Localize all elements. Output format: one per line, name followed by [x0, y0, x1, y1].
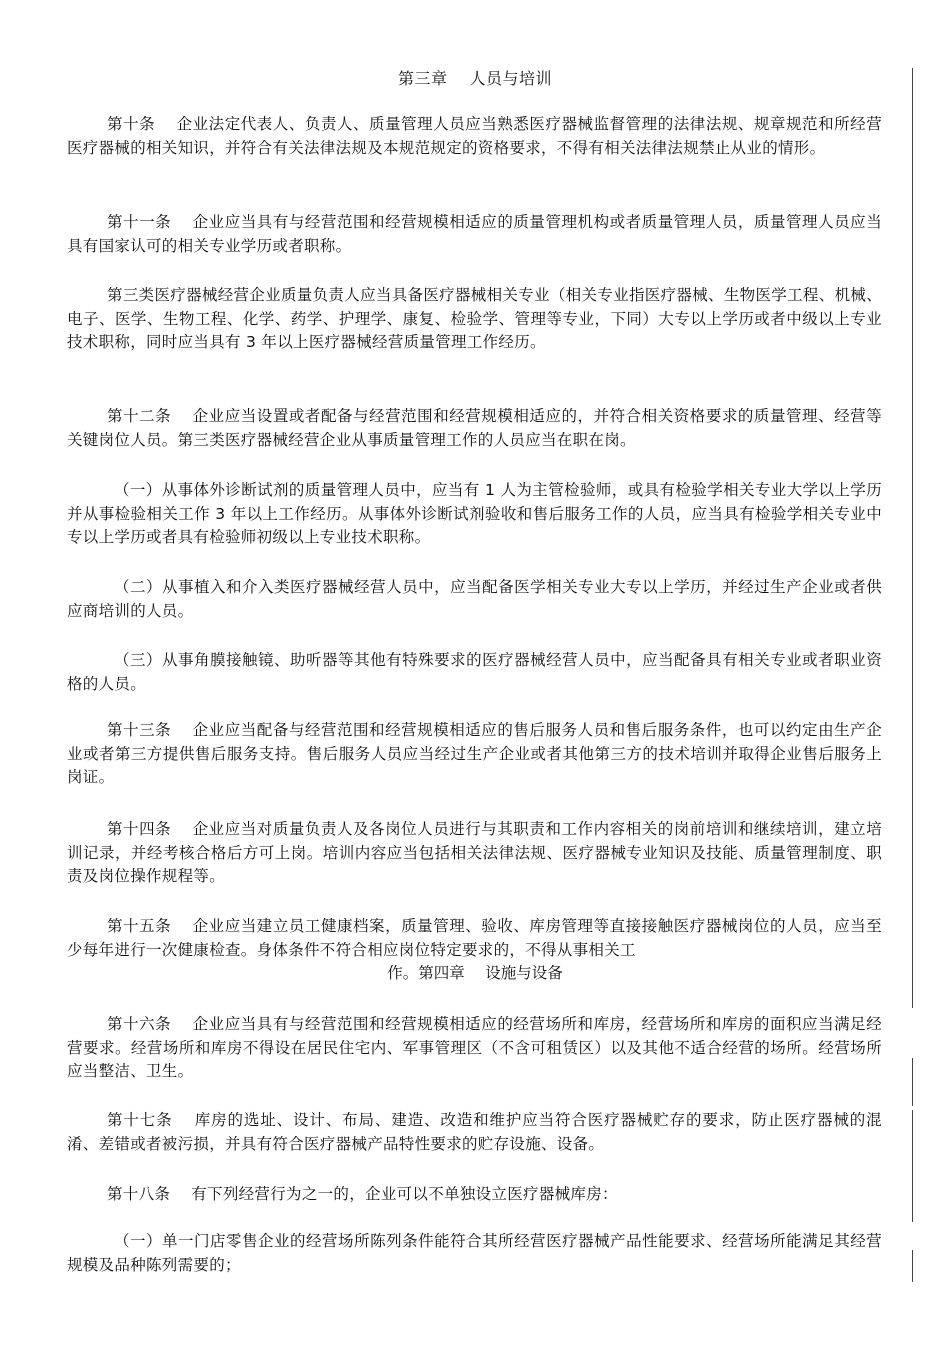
article-11-paragraph-2: 第三类医疗器械经营企业质量负责人应当具备医疗器械相关专业（相关专业指医疗器械、生物医学工程、机械、电子、医学、生物工程、化学、药学、护理学、康复、检验学、管理等专业，下同）大专以上学历或者中级以上专业技术职称，同时应当具有 3 年以上医疗器械经营质量管理工作经历。 [67, 286, 882, 351]
chapter-4-title: 作。第四章 设施与设备 [387, 964, 563, 982]
article-18: 第十八条 有下列经营行为之一的，企业可以不单独设立医疗器械库房： [107, 1185, 618, 1203]
margin-bar-4 [912, 1250, 913, 1282]
article-10: 第十条 企业法定代表人、负责人、质量管理人员应当熟悉医疗器械监督管理的法律法规、规章规范和所经营医疗器械的相关知识，并符合有关法律法规及本规范规定的资格要求，不得有相关法律法规禁止从业的情形。 [67, 115, 882, 157]
article-12: 第十二条 企业应当设置或者配备与经营范围和经营规模相适应的，并符合相关资格要求的质量管理、经营等关键岗位人员。第三类医疗器械经营企业从事质量管理工作的人员应当在职在岗。 [67, 407, 882, 449]
margin-bar-1 [912, 68, 913, 1008]
article-16: 第十六条 企业应当具有与经营范围和经营规模相适应的经营场所和库房，经营场所和库房的面积应当满足经营要求。经营场所和库房不得设在居民住宅内、军事管理区（不含可租赁区）以及其他不适合经营的场所。经营场所应当整洁、卫生。 [67, 1015, 882, 1080]
article-14: 第十四条 企业应当对质量负责人及各岗位人员进行与其职责和工作内容相关的岗前培训和继续培训，建立培训记录，并经考核合格后方可上岗。培训内容应当包括相关法律法规、医疗器械专业知识及技能、质量管理制度、职责及岗位操作规程等。 [67, 820, 882, 885]
article-18-item-1: （一）单一门店零售企业的经营场所陈列条件能符合其所经营医疗器械产品性能要求、经营场所能满足其经营规模及品种陈列需要的； [67, 1232, 882, 1274]
article-12-item-1: （一）从事体外诊断试剂的质量管理人员中，应当有 1 人为主管检验师，或具有检验学相关专业大学以上学历并从事检验相关工作 3 年以上工作经历。从事体外诊断试剂验收和售后服务工作的人员，应当具有检验学相关专业中专以上学历或者具有检验师初级以上专业技术职称。 [67, 481, 882, 546]
article-12-item-2: （二）从事植入和介入类医疗器械经营人员中，应当配备医学相关专业大专以上学历，并经过生产企业或者供应商培训的人员。 [67, 578, 882, 620]
article-17: 第十七条 库房的选址、设计、布局、建造、改造和维护应当符合医疗器械贮存的要求，防止医疗器械的混淆、差错或者被污损，并具有符合医疗器械产品特性要求的贮存设施、设备。 [67, 1111, 882, 1153]
margin-bar-2 [912, 1058, 913, 1106]
article-15: 第十五条 企业应当建立员工健康档案，质量管理、验收、库房管理等直接接触医疗器械岗位的人员，应当至少每年进行一次健康检查。身体条件不符合相应岗位特定要求的，不得从事相关工 [67, 917, 882, 959]
margin-bar-3 [912, 1110, 913, 1222]
chapter-3-title: 第三章 人员与培训 [397, 69, 553, 88]
article-11: 第十一条 企业应当具有与经营范围和经营规模相适应的质量管理机构或者质量管理人员，质量管理人员应当具有国家认可的相关专业学历或者职称。 [67, 213, 882, 255]
article-13: 第十三条 企业应当配备与经营范围和经营规模相适应的售后服务人员和售后服务条件，也可以约定由生产企业或者第三方提供售后服务支持。售后服务人员应当经过生产企业或者其他第三方的技术培训并取得企业售后服务上岗证。 [67, 721, 882, 786]
article-12-item-3: （三）从事角膜接触镜、助听器等其他有特殊要求的医疗器械经营人员中，应当配备具有相关专业或者职业资格的人员。 [67, 651, 882, 693]
